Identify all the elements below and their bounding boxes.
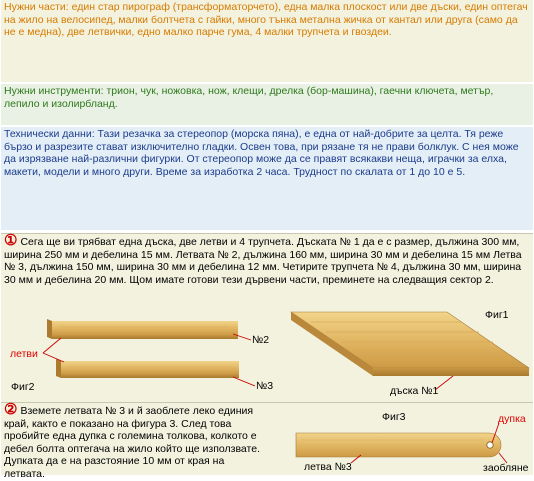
technical-data: Технически данни: Тази резачка за стереопор (морска пяна), е една от най-добрите за целта. Тя реже бързо и разрезите стават изключително гладки. Освен това, при рязане тя не прави болклук. С нея може да изрязване най-различни фигурки. От стереопор може да се правят всякакви неща, играчки за елха, макети, модели и много други. Време за изработка 2 часа. Трудност по скалата от 1 до 10 е 5. <box>1 127 533 230</box>
tools-list: Нужни инструменти: трион, чук, ножовка, нож, клещи, дрелка (бор-машина), гаечни ключета, метър, лепило и изолирбланд. <box>1 84 533 125</box>
letvi-label: летви <box>10 348 38 360</box>
strip-3-rounded <box>296 433 501 457</box>
step-2-number: ② <box>4 401 18 418</box>
fig3-label: Фиг3 <box>382 411 406 423</box>
step-2-text: Вземете летвата № 3 и й заоблете леко единия край, както е показано на фигура 3. След това пробийте една дупка с големина толкова, колкото е дебел болта оптегача на жило който ще използвате. Дупката да е на разстояние 10 мм от края на летвата. <box>4 405 260 480</box>
strip-2 <box>52 321 238 335</box>
board-1-label: дъска №1 <box>390 385 439 397</box>
rounding-label: заобляне <box>483 462 529 474</box>
strip-3-label: №3 <box>256 380 274 392</box>
fig2-label: Фиг2 <box>11 381 35 393</box>
step-1-section <box>1 233 533 402</box>
fig1-label: Фиг1 <box>485 309 509 321</box>
hole-label: дупка <box>498 413 526 425</box>
strip-2-label: №2 <box>252 334 270 346</box>
figure-1-2-drawing <box>1 234 533 402</box>
figure-3-drawing <box>1 403 533 475</box>
step-1-number: ① <box>4 232 18 249</box>
step-2-section <box>1 401 533 480</box>
step-1-text: Сега ще ви трябват една дъска, две летви и 4 трупчета. Дъската № 1 да е с размер, дължина 300 мм, ширина 250 мм и дебелина 15 мм. Летвата № 2, дължина 160 мм, ширина 30 мм и дебелина 15 мм Летва № 3, дължина 150 мм, ширина 30 мм и дебелина 12 мм. Четирите трупчета № 4, дължина 30 мм, ширина 30 мм и дебелина 20 мм. Щом имате готови тези дървени части, преминете на следващия сектор 2. <box>4 236 522 286</box>
parts-list: Нужни части: един стар пирограф (трансформаторчето), една малка плоскост или две дъски, един оптегач на жило на велосипед, малки болтчета с гайки, много тънка метална жичка от кантал или друга (само да не е медна), две летвички, едно малко парче гума, 4 малки трупчета и гвоздеи. <box>1 0 533 82</box>
board-1-edge <box>373 368 529 376</box>
strip-3-fig3-label: летва №3 <box>304 461 352 473</box>
strip-3 <box>61 361 239 374</box>
